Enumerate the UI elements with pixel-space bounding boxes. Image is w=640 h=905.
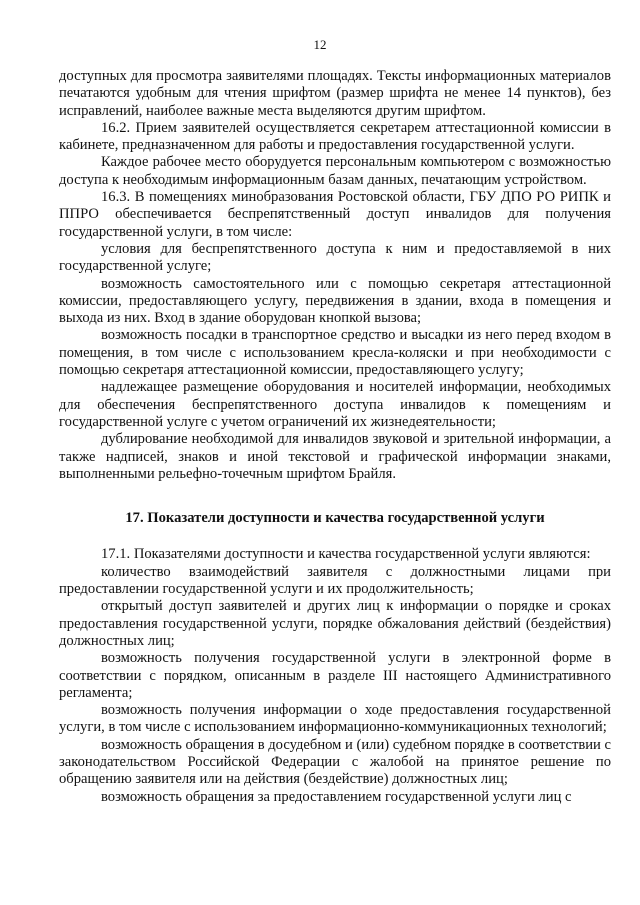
paragraph-applicants: возможность обращения за предоставлением государственной услуги лиц с bbox=[101, 788, 572, 805]
document-body bbox=[59, 68, 611, 806]
paragraph-progress-info: возможность получения информации о ходе предоставления государственной услуги, в том числе с использованием информационно-коммуникационных технологий; bbox=[59, 702, 611, 736]
paragraph-access-conditions: условия для беспрепятственного доступа к ним и предоставляемой в них государственной услуге; bbox=[59, 240, 611, 275]
paragraph-electronic-form: возможность получения государственной услуги в электронной форме в соответствии с порядком, описанным в разделе III настоящего Административного регламента; bbox=[59, 650, 611, 701]
page-number: 12 bbox=[313, 37, 327, 52]
paragraph-16-3: 16.3. В помещениях минобразования Ростовской области, ГБУ ДПО РО РИПК и ППРО обеспечивается беспрепятственный доступ инвалидов для получения государственной услуги, в том числе: bbox=[59, 189, 611, 240]
paragraph-interactions: количество взаимодействий заявителя с должностными лицами при предоставлении государственной услуги и их продолжительность; bbox=[59, 563, 611, 598]
paragraph-braille: дублирование необходимой для инвалидов звуковой и зрительной информации, а также надписей, знаков и иной текстовой и графической информации знаками, выполненными рельефно-точечным шрифтом Брайля. bbox=[59, 431, 611, 482]
paragraph-movement: возможность самостоятельного или с помощью секретаря аттестационной комиссии, предоставляющего услугу, передвижения в здании, входа в помещения и выхода из них. Вход в здание оборудован кнопкой вызова; bbox=[59, 275, 611, 327]
paragraph-workplace: Каждое рабочее место оборудуется персональным компьютером с возможностью доступа к необходимым информационным базам данных, печатающим устройством. bbox=[59, 154, 611, 188]
paragraph-continuation: доступных для просмотра заявителями площадях. Тексты информационных материалов печатаются удобным для чтения шрифтом (размер шрифта не менее 14 пунктов), без исправлений, наиболее важные места выделяются другим шрифтом. bbox=[59, 68, 611, 119]
paragraph-17-1: 17.1. Показателями доступности и качества государственной услуги являются: bbox=[101, 546, 591, 563]
paragraph-equipment: надлежащее размещение оборудования и носителей информации, необходимых для обеспечения беспрепятственного доступа инвалидов к помещениям и государственной услуге с учетом ограничений их жизнедеятельности; bbox=[59, 379, 611, 430]
paragraph-transport: возможность посадки в транспортное средство и высадки из него перед входом в помещения, в том числе с использованием кресла-коляски и при необходимости с помощью секретаря аттестационной комиссии, предоставляющего услугу; bbox=[59, 327, 611, 379]
paragraph-open-access: открытый доступ заявителей и других лиц к информации о порядке и сроках предоставления государственной услуги, порядке обжалования действий (бездействия) должностных лиц; bbox=[59, 598, 611, 649]
section-17-heading: 17. Показатели доступности и качества государственной услуги bbox=[125, 510, 545, 527]
paragraph-16-2: 16.2. Прием заявителей осуществляется секретарем аттестационной комиссии в кабинете, предназначенном для работы и предоставления государственной услуги. bbox=[59, 119, 611, 154]
paragraph-appeal: возможность обращения в досудебном и (или) судебном порядке в соответствии с законодательством Российской Федерации с жалобой на принятое решение по обращению заявителя или на действия (бездействие) должностных лиц; bbox=[59, 736, 611, 788]
